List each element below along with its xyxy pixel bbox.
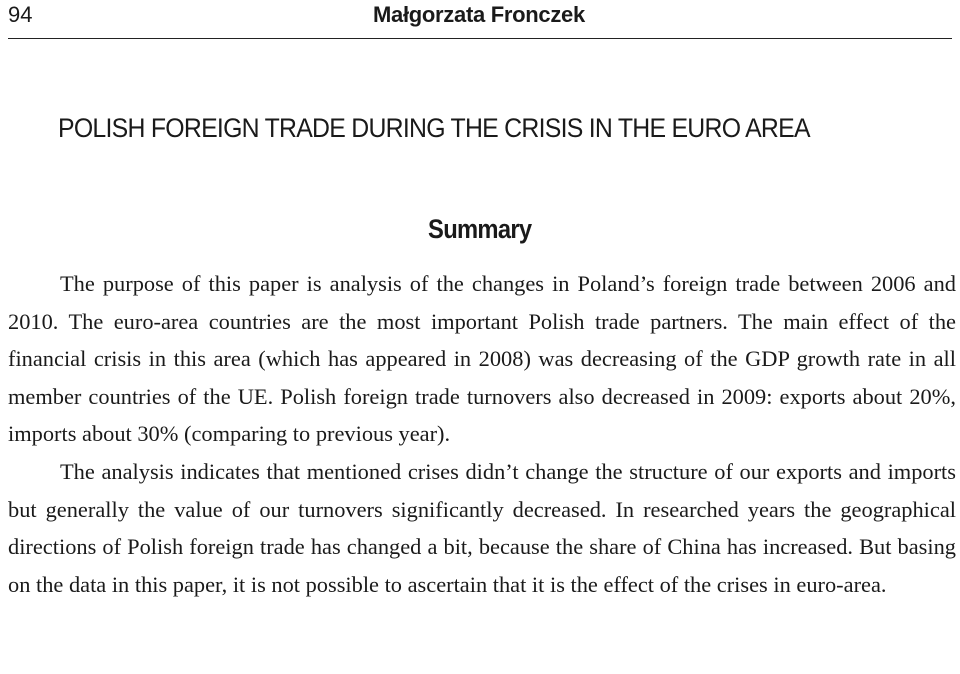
summary-heading bbox=[0, 214, 960, 245]
summary-paragraph-2: The analysis indicates that mentioned crises didn’t change the structure of our exports and imports but generally the value of our turnovers significantly decreased. In researched years the geographical directions of Polish foreign trade has changed a bit, because the share of China has increased. But basing on the data in this paper, it is not possible to ascertain that it is the effect of the crises in euro-area. bbox=[8, 458, 956, 597]
header-divider bbox=[8, 38, 952, 39]
paper-title: POLISH FOREIGN TRADE DURING THE CRISIS IN THE EURO AREA bbox=[58, 113, 810, 144]
page-number: 94 bbox=[8, 2, 33, 27]
summary-heading-text: Summary bbox=[428, 214, 532, 245]
running-header bbox=[0, 0, 960, 30]
summary-body bbox=[8, 265, 956, 603]
author-name: Małgorzata Fronczek bbox=[373, 2, 585, 27]
summary-paragraph-1: The purpose of this paper is analysis of the changes in Poland’s foreign trade between 2006 and 2010. The euro-area countries are the most important Polish trade partners. The main effect of the financial crisis in this area (which has appeared in 2008) was decreasing of the GDP growth rate in all member countries of the UE. Polish foreign trade turnovers also decreased in 2009: exports about 20%, imports about 30% (comparing to previous year). bbox=[8, 271, 956, 447]
